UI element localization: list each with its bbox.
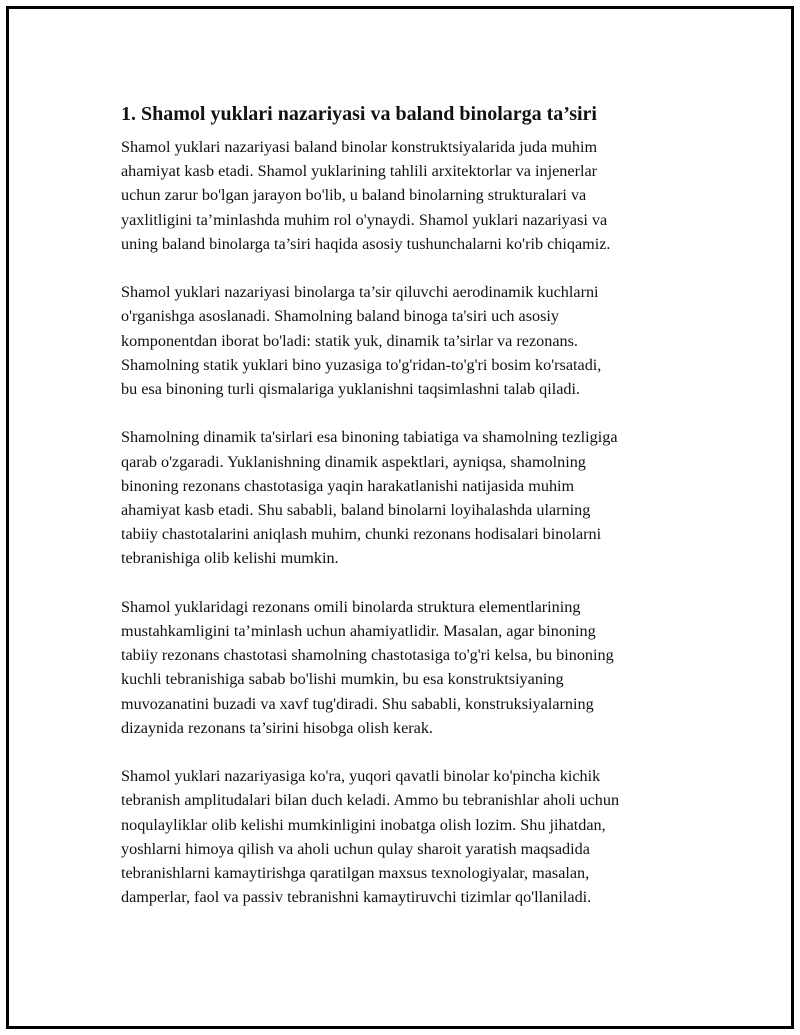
page-frame — [6, 6, 794, 1029]
paragraph-line: ahamiyat kasb etadi. Shu sababli, baland binolarni loyihalashda ularning — [121, 501, 591, 520]
document-body — [121, 101, 711, 934]
paragraph-3 — [121, 425, 711, 570]
paragraph-line: tebranish amplitudalari bilan duch keladi. Ammo bu tebranishlar aholi uchun — [121, 791, 620, 810]
paragraph-line: Shamolning statik yuklari bino yuzasiga to'g'ridan-to'g'ri bosim ko'rsatadi, — [121, 355, 602, 374]
paragraph-4 — [121, 595, 711, 740]
paragraph-line: tabiiy rezonans chastotasi shamolning chastotasiga to'g'ri kelsa, bu binoning — [121, 646, 614, 665]
paragraph-line: komponentdan iborat bo'ladi: statik yuk, dinamik ta’sirlar va rezonans. — [121, 331, 578, 350]
paragraph-line: Shamol yuklari nazariyasi binolarga ta’sir qiluvchi aerodinamik kuchlarni — [121, 283, 599, 302]
paragraph-line: tabiiy chastotalarini aniqlash muhim, chunki rezonans hodisalari binolarni — [121, 525, 602, 544]
paragraph-line: mustahkamligini ta’minlash uchun ahamiyatlidir. Masalan, agar binoning — [121, 622, 596, 641]
paragraph-line: noqulayliklar olib kelishi mumkinligini inobatga olish lozim. Shu jihatdan, — [121, 815, 606, 834]
paragraph-line: binoning rezonans chastotasiga yaqin harakatlanishi natijasida muhim — [121, 476, 575, 495]
paragraph-2 — [121, 280, 711, 401]
paragraph-line: bu esa binoning turli qismalariga yuklanishni taqsimlashni talab qiladi. — [121, 380, 581, 399]
paragraph-line: Shamol yuklaridagi rezonans omili binolarda struktura elementlarining — [121, 597, 581, 616]
paragraph-1 — [121, 135, 711, 256]
paragraph-line: tebranishlarni kamaytirishga qaratilgan maxsus texnologiyalar, masalan, — [121, 864, 590, 883]
paragraph-line: kuchli tebranishiga sabab bo'lishi mumkin, bu esa konstruktsiyaning — [121, 670, 564, 689]
paragraph-line: Shamolning dinamik ta'sirlari esa binoning tabiatiga va shamolning tezligiga — [121, 428, 618, 447]
section-heading: 1. Shamol yuklari nazariyasi va baland binolarga ta’siri — [121, 103, 597, 125]
paragraph-line: tebranishiga olib kelishi mumkin. — [121, 549, 339, 568]
paragraph-line: dizaynida rezonans ta’sirini hisobga olish kerak. — [121, 718, 433, 737]
paragraph-line: o'rganishga asoslanadi. Shamolning baland binoga ta'siri uch asosiy — [121, 307, 560, 326]
paragraph-5 — [121, 764, 711, 909]
paragraph-line: qarab o'zgaradi. Yuklanishning dinamik aspektlari, ayniqsa, shamolning — [121, 452, 586, 471]
paragraph-line: yoshlarni himoya qilish va aholi uchun qulay sharoit yaratish maqsadida — [121, 839, 590, 858]
paragraph-line: yaxlitligini ta’minlashda muhim rol o'ynaydi. Shamol yuklari nazariyasi va — [121, 210, 608, 229]
paragraph-line: Shamol yuklari nazariyasiga ko'ra, yuqori qavatli binolar ko'pincha kichik — [121, 767, 601, 786]
paragraph-line: uning baland binolarga ta’siri haqida asosiy tushunchalarni ko'rib chiqamiz. — [121, 234, 611, 253]
paragraph-line: Shamol yuklari nazariyasi baland binolar konstruktsiyalarida juda muhim — [121, 138, 598, 156]
paragraph-line: damperlar, faol va passiv tebranishni kamaytiruvchi tizimlar qo'llaniladi. — [121, 888, 592, 907]
paragraph-line: muvozanatini buzadi va xavf tug'diradi. Shu sababli, konstruksiyalarning — [121, 694, 594, 713]
paragraph-line: ahamiyat kasb etadi. Shamol yuklarining tahlili arxitektorlar va injenerlar — [121, 162, 598, 181]
paragraph-line: uchun zarur bo'lgan jarayon bo'lib, u baland binolarning strukturalari va — [121, 186, 587, 205]
